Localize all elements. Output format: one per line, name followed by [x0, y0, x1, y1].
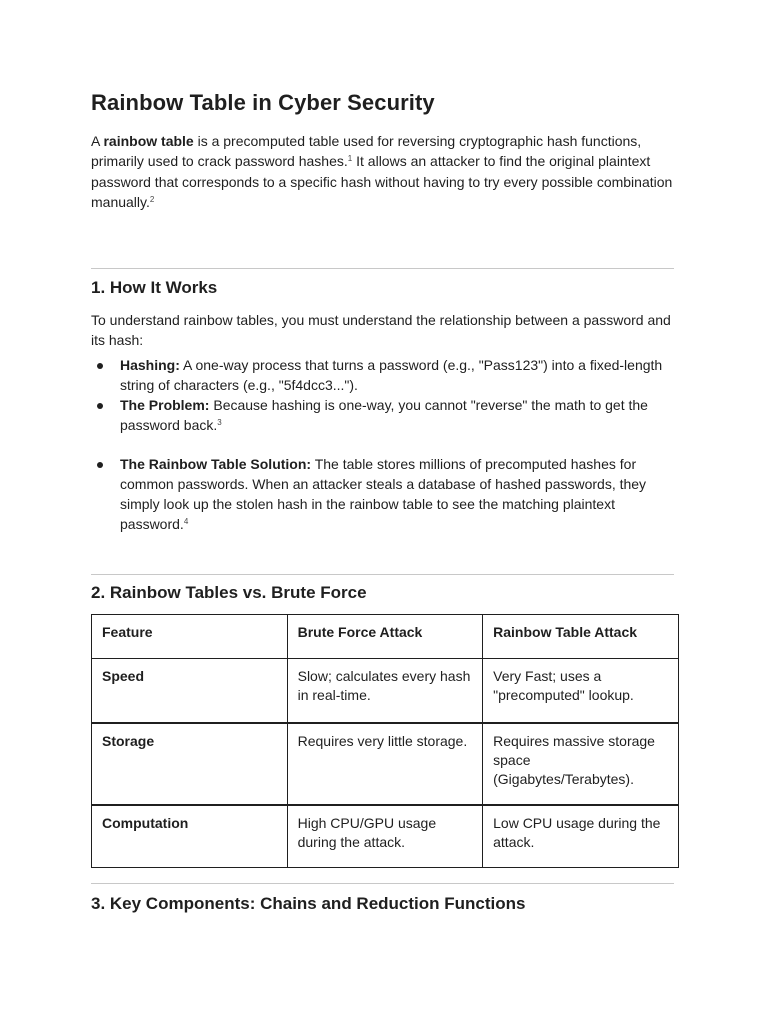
bullet-label: Hashing: [120, 357, 180, 373]
table-row [92, 723, 679, 805]
bullet-text: Because hashing is one-way, you cannot "reverse" the math to get the password back. [120, 397, 648, 433]
table-row [92, 659, 679, 723]
bullet-icon [97, 363, 103, 369]
list-item [91, 395, 678, 435]
footnote-1[interactable]: 1 [347, 154, 353, 164]
section-divider [91, 574, 674, 575]
section-divider [91, 268, 674, 269]
footnote-2[interactable]: 2 [149, 194, 155, 204]
table-header-row [92, 615, 679, 659]
section1-lead: To understand rainbow tables, you must understand the relationship between a password and its hash: [91, 312, 671, 348]
bullet-icon [97, 403, 103, 409]
list-item [91, 454, 678, 534]
table-cell: Slow; calculates every hash in real-time. [287, 659, 483, 723]
table-cell: Requires massive storage space (Gigabytes/Terabytes). [483, 723, 679, 805]
table-cell: Speed [92, 659, 288, 723]
table-cell: Requires very little storage. [287, 723, 483, 805]
section2-heading: 2. Rainbow Tables vs. Brute Force [91, 583, 367, 602]
table-row [92, 805, 679, 868]
intro-text-part1: is a precomputed table used for reversing cryptographic hash functions, primarily used to crack password hashes. [91, 133, 642, 170]
bullet-text: A one-way process that turns a password (e.g., "Pass123") into a fixed-length string of characters (e.g., "5f4dcc3..."). [120, 357, 663, 393]
intro-bold-term: rainbow table [103, 133, 194, 149]
bullet-icon [97, 462, 103, 468]
intro-paragraph [91, 131, 678, 212]
table-cell: Very Fast; uses a "precomputed" lookup. [483, 659, 679, 723]
footnote-4[interactable]: 4 [183, 517, 189, 526]
table-cell: Low CPU usage during the attack. [483, 805, 679, 868]
list-item [91, 355, 678, 395]
table-header-cell: Rainbow Table Attack [483, 615, 679, 659]
section3-heading: 3. Key Components: Chains and Reduction Functions [91, 894, 526, 913]
comparison-table [91, 614, 679, 868]
table-cell: Computation [92, 805, 288, 868]
section-divider [91, 883, 674, 884]
intro-text-part2: It allows an attacker to find the original plaintext password that corresponds to a specific hash without having to try every possible combination manually. [91, 153, 673, 210]
section1-heading: 1. How It Works [91, 278, 218, 297]
table-cell: Storage [92, 723, 288, 805]
bullet-label: The Rainbow Table Solution: [120, 456, 312, 472]
table-header-cell: Brute Force Attack [287, 615, 483, 659]
how-it-works-list [91, 355, 678, 534]
bullet-label: The Problem: [120, 397, 210, 413]
footnote-3[interactable]: 3 [217, 418, 222, 427]
document-title: Rainbow Table in Cyber Security [91, 90, 435, 115]
table-cell: High CPU/GPU usage during the attack. [287, 805, 483, 868]
table-header-cell: Feature [92, 615, 288, 659]
bullet-text: The table stores millions of precomputed hashes for common passwords. When an attacker steals a database of hashed passwords, they simply look up the stolen hash in the rainbow table to see the matching plaintext password. [120, 456, 647, 532]
intro-prefix: A [91, 133, 104, 149]
